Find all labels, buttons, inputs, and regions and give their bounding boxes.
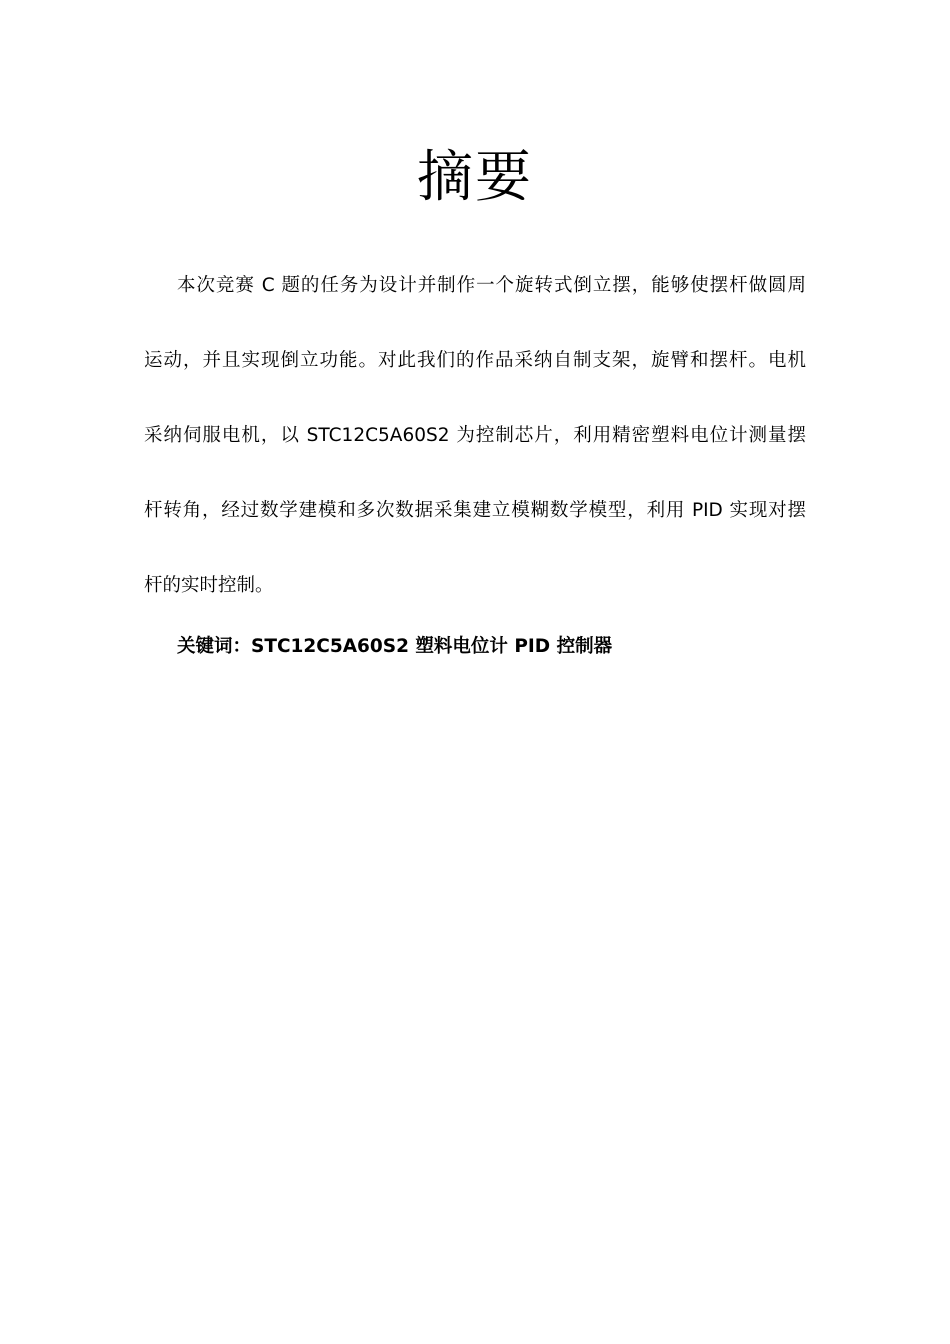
abstract-line: 采纳伺服电机，以 STC12C5A60S2 为控制芯片，利用精密塑料电位计测量摆 (144, 425, 806, 446)
abstract-line: 本次竞赛 C 题的任务为设计并制作一个旋转式倒立摆，能够使摆杆做圆周 (177, 275, 806, 296)
abstract-line: 运动，并且实现倒立功能。对此我们的作品采纳自制支架，旋臂和摆杆。电机 (144, 350, 806, 371)
page-title: 摘要 (417, 145, 533, 210)
abstract-line: 杆的实时控制。 (144, 575, 274, 596)
abstract-body (144, 266, 806, 641)
abstract-line: 杆转角，经过数学建模和多次数据采集建立模糊数学模型，利用 PID 实现对摆 (144, 500, 806, 521)
keywords-line (177, 632, 877, 662)
keywords-label: 关键词： (177, 636, 252, 657)
keywords-text: STC12C5A60S2 塑料电位计 PID 控制器 (251, 636, 613, 657)
